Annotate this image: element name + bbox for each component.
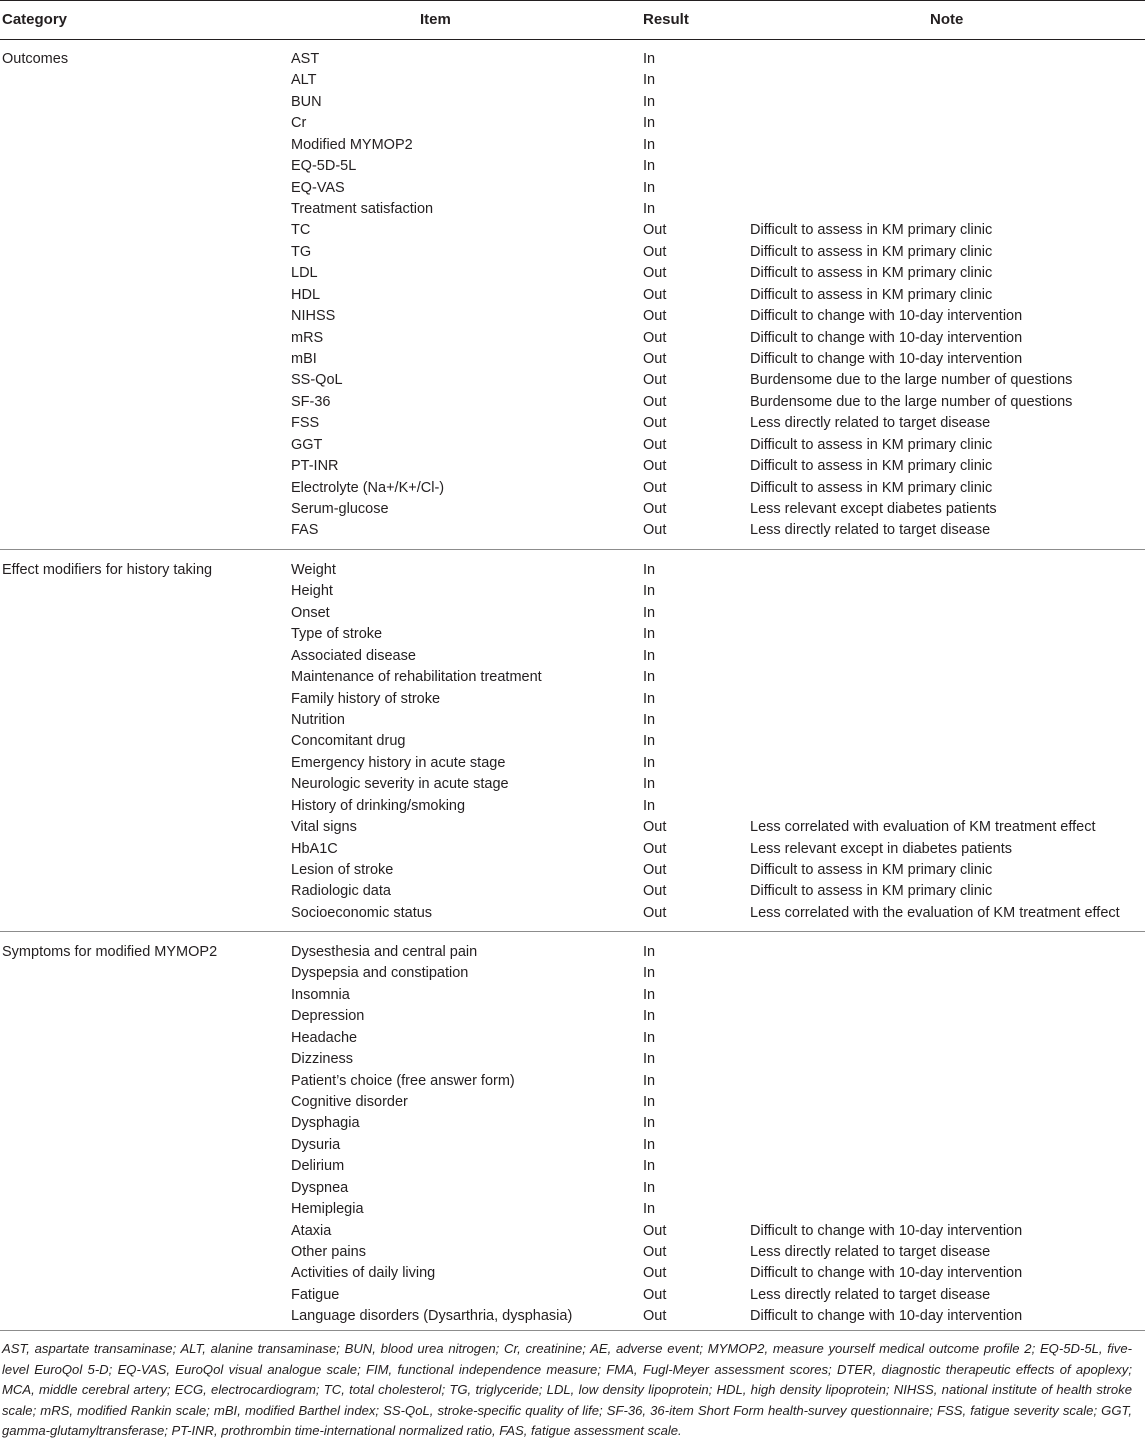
item-cell: Vital signs bbox=[291, 819, 357, 836]
item-cell: EQ-VAS bbox=[291, 179, 345, 196]
item-cell: History of drinking/smoking bbox=[291, 797, 466, 814]
table-row bbox=[0, 1221, 1145, 1242]
header-rule bbox=[0, 39, 1145, 40]
section-divider bbox=[0, 1330, 1145, 1331]
note-cell: Less directly related to target disease bbox=[750, 415, 991, 432]
item-cell: Weight bbox=[291, 562, 336, 578]
item-cell: Dysesthesia and central pain bbox=[291, 944, 478, 960]
result-cell: In bbox=[643, 583, 656, 600]
note-cell: Difficult to assess in KM primary clinic bbox=[750, 883, 993, 900]
result-cell: Out bbox=[643, 372, 667, 389]
item-cell: HDL bbox=[291, 286, 321, 303]
result-cell: In bbox=[643, 1179, 656, 1196]
table-row bbox=[0, 220, 1145, 241]
item-cell: PT-INR bbox=[291, 458, 339, 475]
table-row bbox=[0, 1156, 1145, 1177]
item-cell: mRS bbox=[291, 329, 324, 346]
item-cell: Type of stroke bbox=[291, 626, 383, 643]
note-cell: Difficult to change with 10-day intervention bbox=[750, 1308, 1023, 1325]
item-cell: FAS bbox=[291, 522, 319, 539]
table-row bbox=[0, 1071, 1145, 1092]
table-row bbox=[0, 49, 1145, 70]
item-cell: TG bbox=[291, 243, 312, 260]
item-cell: Onset bbox=[291, 604, 330, 621]
table-row bbox=[0, 178, 1145, 199]
item-cell: Family history of stroke bbox=[291, 690, 441, 707]
result-cell: In bbox=[643, 1158, 656, 1175]
result-cell: Out bbox=[643, 522, 667, 539]
table-row bbox=[0, 370, 1145, 391]
result-cell: In bbox=[643, 1051, 656, 1068]
item-cell: Maintenance of rehabilitation treatment bbox=[291, 669, 542, 686]
item-cell: GGT bbox=[291, 436, 323, 453]
note-cell: Less directly related to target disease bbox=[750, 1286, 991, 1303]
item-cell: Ataxia bbox=[291, 1222, 332, 1239]
result-cell: In bbox=[643, 72, 656, 89]
table-row bbox=[0, 135, 1145, 156]
table-row bbox=[0, 881, 1145, 902]
item-cell: Neurologic severity in acute stage bbox=[291, 776, 509, 793]
item-cell: FSS bbox=[291, 415, 320, 432]
table-row bbox=[0, 242, 1145, 263]
table-row bbox=[0, 774, 1145, 795]
item-cell: Activities of daily living bbox=[291, 1265, 436, 1282]
result-cell: In bbox=[643, 754, 656, 771]
item-cell: SF-36 bbox=[291, 393, 331, 410]
note-cell: Less directly related to target disease bbox=[750, 1244, 991, 1261]
item-cell: Fatigue bbox=[291, 1286, 340, 1303]
item-cell: mBI bbox=[291, 351, 317, 368]
result-cell: Out bbox=[643, 862, 667, 879]
category-cell: Symptoms for modified MYMOP2 bbox=[2, 944, 218, 960]
table-row bbox=[0, 70, 1145, 91]
table-row bbox=[0, 603, 1145, 624]
result-cell: Out bbox=[643, 393, 667, 410]
result-cell: Out bbox=[643, 458, 667, 475]
note-cell: Burdensome due to the large number of questions bbox=[750, 372, 1073, 389]
table-row bbox=[0, 156, 1145, 177]
item-cell: LDL bbox=[291, 265, 318, 282]
table-row bbox=[0, 349, 1145, 370]
table-row bbox=[0, 520, 1145, 541]
result-cell: In bbox=[643, 647, 656, 664]
item-cell: Dyspepsia and constipation bbox=[291, 965, 469, 982]
table-row bbox=[0, 1178, 1145, 1199]
result-cell: In bbox=[643, 986, 656, 1003]
table-row bbox=[0, 413, 1145, 434]
table-row bbox=[0, 1285, 1145, 1306]
table-row bbox=[0, 456, 1145, 477]
category-cell: Effect modifiers for history taking bbox=[2, 562, 213, 578]
result-cell: Out bbox=[643, 265, 667, 282]
note-cell: Difficult to assess in KM primary clinic bbox=[750, 222, 993, 239]
item-cell: AST bbox=[291, 51, 320, 67]
table-row bbox=[0, 285, 1145, 306]
table-row bbox=[0, 667, 1145, 688]
note-cell: Difficult to change with 10-day intervention bbox=[750, 329, 1023, 346]
header-item: Item bbox=[420, 11, 451, 28]
result-cell: In bbox=[643, 1201, 656, 1218]
result-cell: Out bbox=[643, 243, 667, 260]
table-row bbox=[0, 1006, 1145, 1027]
table-row bbox=[0, 263, 1145, 284]
item-cell: Cognitive disorder bbox=[291, 1094, 408, 1110]
result-cell: In bbox=[643, 1008, 656, 1025]
result-cell: In bbox=[643, 1072, 656, 1089]
table-row bbox=[0, 113, 1145, 134]
item-cell: Treatment satisfaction bbox=[291, 201, 434, 217]
result-cell: Out bbox=[643, 501, 667, 518]
table-row bbox=[0, 435, 1145, 456]
table-row bbox=[0, 1113, 1145, 1134]
note-cell: Difficult to assess in KM primary clinic bbox=[750, 862, 993, 879]
table-row bbox=[0, 710, 1145, 731]
header-category: Category bbox=[2, 11, 68, 28]
table-row bbox=[0, 560, 1145, 581]
item-cell: Serum-glucose bbox=[291, 501, 389, 518]
result-cell: In bbox=[643, 562, 656, 578]
result-cell: In bbox=[643, 1115, 656, 1132]
result-cell: In bbox=[643, 604, 656, 621]
table-row bbox=[0, 92, 1145, 113]
table-row bbox=[0, 753, 1145, 774]
result-cell: In bbox=[643, 797, 656, 814]
result-cell: In bbox=[643, 944, 656, 960]
table-row bbox=[0, 624, 1145, 645]
result-cell: In bbox=[643, 690, 656, 707]
note-cell: Difficult to change with 10-day intervention bbox=[750, 308, 1023, 325]
item-cell: Concomitant drug bbox=[291, 733, 406, 750]
table-row bbox=[0, 328, 1145, 349]
item-cell: Lesion of stroke bbox=[291, 862, 394, 879]
table-row bbox=[0, 581, 1145, 602]
table-footnote: AST, aspartate transaminase; ALT, alanine transaminase; BUN, blood urea nitrogen; Cr, creatinine; AE, adverse event; MYMOP2, measure yourself medical outcome profile 2; EQ-5D-5L, five-level EuroQol 5-D; EQ-VAS, EuroQol visual analogue scale; FIM, functional independence measure; FMA, Fugl-Meyer assessment scores; DTER, diagnostic therapeutic effects of apoplexy; MCA, middle cerebral artery; ECG, electrocardiogram; TC, total cholesterol; TG, triglyceride; LDL, low density lipoprotein; HDL, high density lipoprotein; NIHSS, national institute of health stroke scale; mRS, modified Rankin scale; mBI, modified Barthel index; SS-QoL, stroke-specific quality of life; SF-36, 36-item Short Form health-survey questionnaire; FSS, fatigue severity scale; GGT, gamma-glutamyltransferase; PT-INR, prothrombin time-international normalized ratio, FAS, fatigue assessment scale. bbox=[2, 1341, 1132, 1438]
item-cell: Modified MYMOP2 bbox=[291, 136, 413, 153]
item-cell: Headache bbox=[291, 1029, 358, 1046]
item-cell: Depression bbox=[291, 1008, 365, 1025]
note-cell: Difficult to assess in KM primary clinic bbox=[750, 458, 993, 475]
result-cell: In bbox=[643, 1136, 656, 1153]
item-cell: Height bbox=[291, 583, 333, 600]
table-row bbox=[0, 839, 1145, 860]
table-row bbox=[0, 306, 1145, 327]
table-row bbox=[0, 1049, 1145, 1070]
item-cell: NIHSS bbox=[291, 308, 336, 325]
item-cell: Dysuria bbox=[291, 1136, 341, 1153]
note-cell: Less relevant except in diabetes patients bbox=[750, 840, 1012, 857]
table-row bbox=[0, 1263, 1145, 1284]
item-cell: Hemiplegia bbox=[291, 1201, 364, 1218]
item-cell: Associated disease bbox=[291, 647, 416, 664]
item-cell: Language disorders (Dysarthria, dysphasia) bbox=[291, 1308, 573, 1325]
item-cell: Delirium bbox=[291, 1158, 345, 1175]
item-cell: Electrolyte (Na+/K+/Cl-) bbox=[291, 479, 445, 496]
item-cell: Socioeconomic status bbox=[291, 904, 433, 921]
table-row bbox=[0, 942, 1145, 963]
category-cell: Outcomes bbox=[2, 51, 69, 67]
note-cell: Burdensome due to the large number of questions bbox=[750, 393, 1073, 410]
item-cell: EQ-5D-5L bbox=[291, 158, 357, 175]
result-cell: In bbox=[643, 1029, 656, 1046]
item-cell: SS-QoL bbox=[291, 372, 343, 389]
item-cell: Dizziness bbox=[291, 1051, 354, 1068]
item-cell: Patient’s choice (free answer form) bbox=[291, 1072, 515, 1089]
result-cell: Out bbox=[643, 222, 667, 239]
table-row bbox=[0, 1242, 1145, 1263]
table-row bbox=[0, 963, 1145, 984]
result-cell: In bbox=[643, 965, 656, 982]
table-row bbox=[0, 731, 1145, 752]
result-cell: Out bbox=[643, 479, 667, 496]
note-cell: Difficult to assess in KM primary clinic bbox=[750, 286, 993, 303]
result-cell: In bbox=[643, 733, 656, 750]
result-cell: In bbox=[643, 712, 656, 728]
result-cell: Out bbox=[643, 1308, 667, 1325]
table-row bbox=[0, 1199, 1145, 1220]
table-row bbox=[0, 1028, 1145, 1049]
result-cell: Out bbox=[643, 1265, 667, 1282]
result-cell: Out bbox=[643, 840, 667, 857]
table-row bbox=[0, 985, 1145, 1006]
note-cell: Less correlated with evaluation of KM treatment effect bbox=[750, 819, 1096, 836]
note-cell: Less directly related to target disease bbox=[750, 522, 991, 539]
section-divider bbox=[0, 931, 1145, 932]
item-cell: Radiologic data bbox=[291, 883, 391, 900]
table-row bbox=[0, 1306, 1145, 1327]
table-row bbox=[0, 646, 1145, 667]
note-cell: Difficult to change with 10-day intervention bbox=[750, 1265, 1023, 1282]
table-row bbox=[0, 796, 1145, 817]
result-cell: Out bbox=[643, 436, 667, 453]
table-row bbox=[0, 478, 1145, 499]
note-cell: Difficult to assess in KM primary clinic bbox=[750, 265, 993, 282]
table-row bbox=[0, 817, 1145, 838]
result-cell: Out bbox=[643, 415, 667, 432]
table-row bbox=[0, 903, 1145, 924]
item-cell: BUN bbox=[291, 93, 322, 110]
note-cell: Difficult to assess in KM primary clinic bbox=[750, 479, 993, 496]
note-cell: Less correlated with the evaluation of KM treatment effect bbox=[750, 904, 1120, 921]
result-cell: Out bbox=[643, 1286, 667, 1303]
result-cell: In bbox=[643, 626, 656, 643]
table-row bbox=[0, 689, 1145, 710]
result-cell: Out bbox=[643, 904, 667, 921]
result-cell: In bbox=[643, 136, 656, 153]
result-cell: Out bbox=[643, 819, 667, 836]
item-cell: Other pains bbox=[291, 1244, 366, 1261]
result-cell: Out bbox=[643, 286, 667, 303]
result-cell: Out bbox=[643, 308, 667, 325]
note-cell: Difficult to change with 10-day intervention bbox=[750, 1222, 1023, 1239]
result-cell: Out bbox=[643, 351, 667, 368]
table-row bbox=[0, 860, 1145, 881]
item-cell: Cr bbox=[291, 115, 307, 132]
note-cell: Difficult to assess in KM primary clinic bbox=[750, 243, 993, 260]
table-row bbox=[0, 1092, 1145, 1113]
item-cell: Insomnia bbox=[291, 986, 350, 1003]
result-cell: In bbox=[643, 179, 656, 196]
section-divider bbox=[0, 549, 1145, 550]
item-cell: Emergency history in acute stage bbox=[291, 754, 506, 771]
item-cell: ALT bbox=[291, 72, 317, 89]
result-cell: In bbox=[643, 93, 656, 110]
item-cell: Dysphagia bbox=[291, 1115, 360, 1132]
result-cell: In bbox=[643, 158, 656, 175]
result-cell: Out bbox=[643, 883, 667, 900]
note-cell: Difficult to change with 10-day intervention bbox=[750, 351, 1023, 368]
table-row bbox=[0, 199, 1145, 220]
note-cell: Difficult to assess in KM primary clinic bbox=[750, 436, 993, 453]
result-cell: In bbox=[643, 1094, 656, 1110]
item-cell: Dyspnea bbox=[291, 1179, 349, 1196]
item-cell: HbA1C bbox=[291, 840, 338, 857]
header-note: Note bbox=[930, 11, 964, 28]
table-row bbox=[0, 1135, 1145, 1156]
result-cell: In bbox=[643, 776, 656, 793]
item-cell: TC bbox=[291, 222, 311, 239]
result-cell: Out bbox=[643, 1222, 667, 1239]
item-cell: Nutrition bbox=[291, 712, 345, 728]
header-result: Result bbox=[643, 11, 689, 28]
note-cell: Less relevant except diabetes patients bbox=[750, 501, 997, 518]
result-cell: In bbox=[643, 115, 656, 132]
result-cell: In bbox=[643, 669, 656, 686]
result-cell: In bbox=[643, 51, 656, 67]
result-cell: In bbox=[643, 201, 656, 217]
table-row bbox=[0, 499, 1145, 520]
result-cell: Out bbox=[643, 329, 667, 346]
top-rule bbox=[0, 0, 1145, 1]
result-cell: Out bbox=[643, 1244, 667, 1261]
table-row bbox=[0, 392, 1145, 413]
